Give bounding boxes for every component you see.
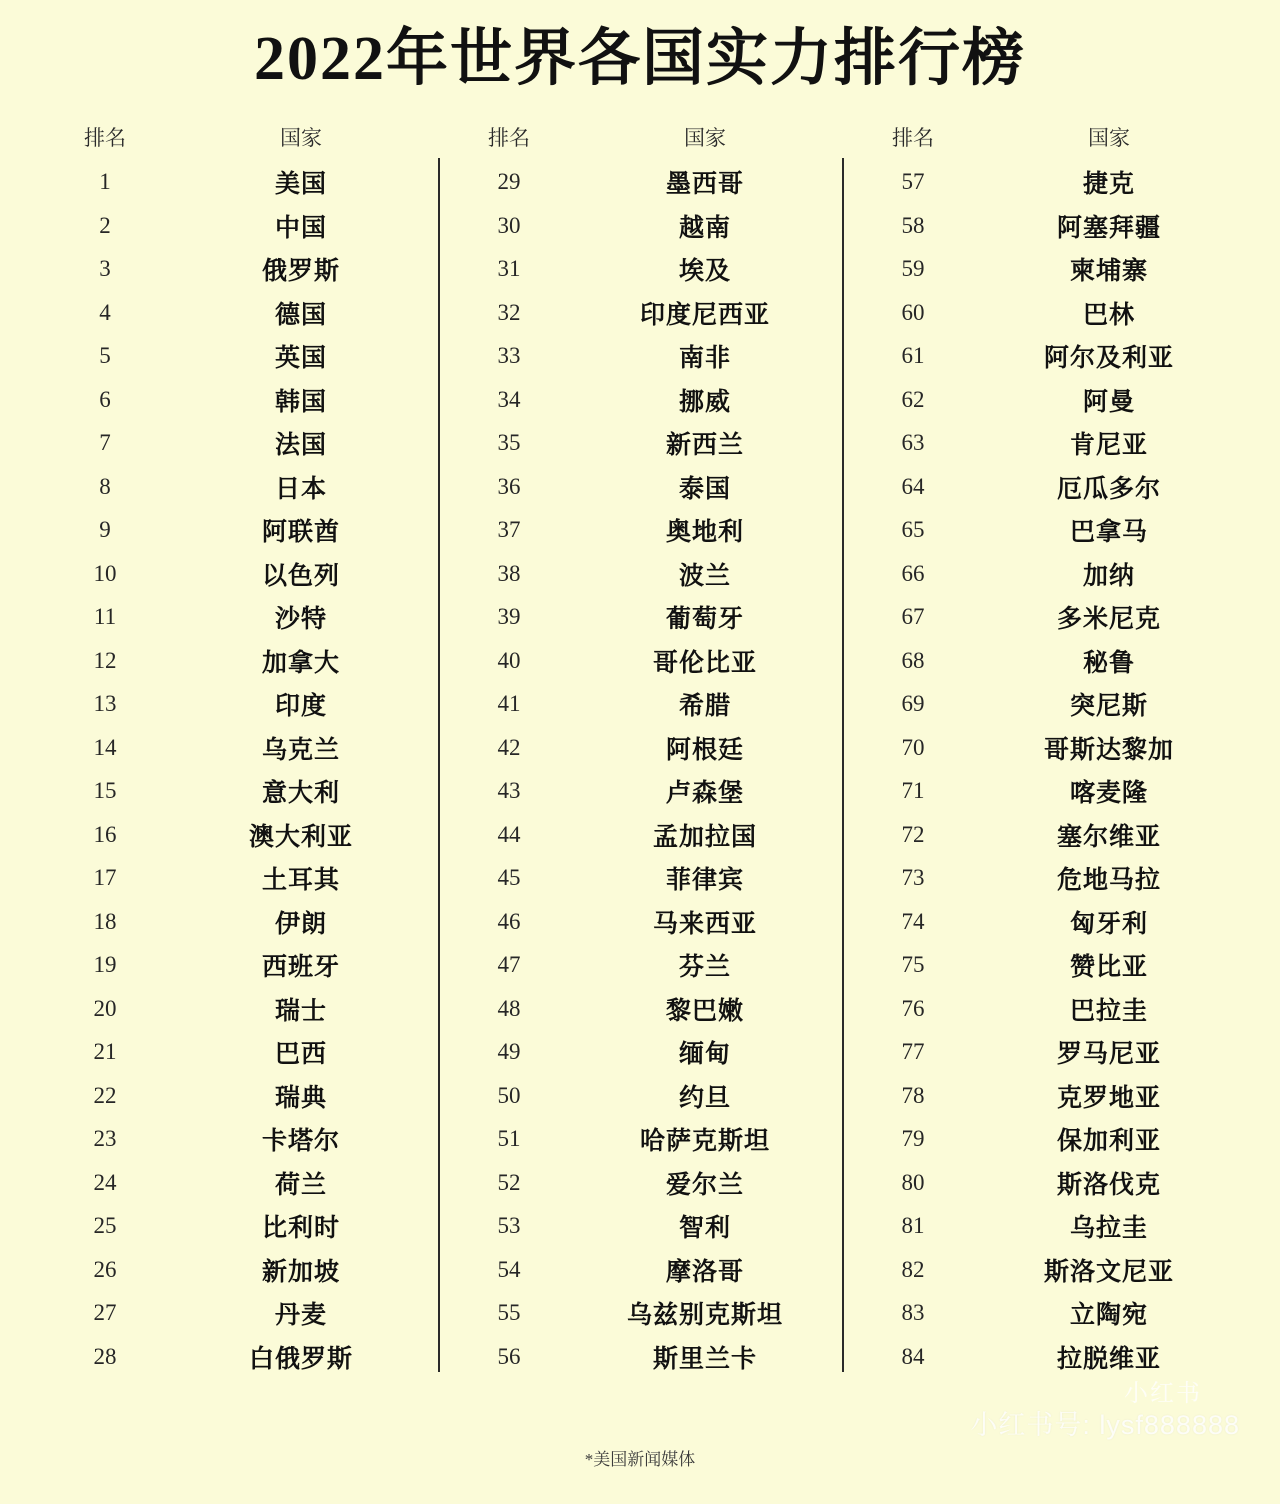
table-row <box>848 1117 1240 1161</box>
row-rank: 61 <box>901 343 925 369</box>
row-rank: 10 <box>93 560 117 586</box>
row-rank: 37 <box>497 517 521 543</box>
row-country: 越南 <box>678 214 731 242</box>
header-country: 国家 <box>1088 126 1130 151</box>
table-row <box>40 552 432 596</box>
column-rows-1 <box>40 160 432 1378</box>
row-country: 芬兰 <box>678 954 731 982</box>
row-rank: 68 <box>901 647 925 673</box>
row-rank: 69 <box>901 691 925 717</box>
table-row <box>444 769 836 813</box>
table-row <box>848 813 1240 857</box>
row-country: 沙特 <box>274 606 327 634</box>
table-row <box>40 1204 432 1248</box>
table-row <box>444 552 836 596</box>
row-rank: 46 <box>497 908 521 934</box>
row-rank: 55 <box>497 1300 521 1326</box>
row-country: 卢森堡 <box>665 780 744 808</box>
row-rank: 44 <box>497 821 521 847</box>
row-country: 斯洛文尼亚 <box>1043 1258 1174 1286</box>
table-row <box>848 247 1240 291</box>
row-country: 中国 <box>274 214 327 242</box>
row-country: 阿根廷 <box>665 736 744 764</box>
table-row <box>444 595 836 639</box>
row-country: 比利时 <box>261 1215 340 1243</box>
table-row <box>848 1161 1240 1205</box>
row-rank: 49 <box>497 1039 521 1065</box>
row-rank: 31 <box>497 256 521 282</box>
row-country: 肯尼亚 <box>1069 432 1148 460</box>
column-rows-2 <box>444 160 836 1378</box>
row-country: 菲律宾 <box>665 867 744 895</box>
table-row <box>40 856 432 900</box>
row-rank: 57 <box>901 169 925 195</box>
row-rank: 74 <box>901 908 925 934</box>
row-country: 斯洛伐克 <box>1056 1171 1161 1199</box>
table-row <box>848 856 1240 900</box>
row-rank: 6 <box>99 386 111 412</box>
row-rank: 1 <box>99 169 111 195</box>
row-country: 哈萨克斯坦 <box>639 1128 770 1156</box>
row-country: 法国 <box>274 432 327 460</box>
row-rank: 79 <box>901 1126 925 1152</box>
table-row <box>848 378 1240 422</box>
table-row <box>40 813 432 857</box>
header-country: 国家 <box>280 126 322 151</box>
row-rank: 84 <box>901 1343 925 1369</box>
table-row <box>848 769 1240 813</box>
row-rank: 53 <box>497 1213 521 1239</box>
row-country: 白俄罗斯 <box>248 1345 353 1373</box>
row-country: 英国 <box>274 345 327 373</box>
row-rank: 80 <box>901 1169 925 1195</box>
table-row <box>40 508 432 552</box>
table-row <box>40 378 432 422</box>
row-country: 摩洛哥 <box>665 1258 744 1286</box>
row-country: 喀麦隆 <box>1069 780 1148 808</box>
row-country: 土耳其 <box>261 867 340 895</box>
row-country: 阿尔及利亚 <box>1043 345 1174 373</box>
row-country: 塞尔维亚 <box>1056 823 1161 851</box>
table-row <box>444 1030 836 1074</box>
table-row <box>40 595 432 639</box>
row-country: 立陶宛 <box>1069 1302 1148 1330</box>
table-row <box>848 1291 1240 1335</box>
row-country: 乌克兰 <box>261 736 340 764</box>
page-title: 2022年世界各国实力排行榜 <box>253 25 1026 93</box>
table-row <box>40 1117 432 1161</box>
ranking-column-2 <box>438 122 842 1378</box>
row-country: 多米尼克 <box>1056 606 1161 634</box>
row-rank: 65 <box>901 517 925 543</box>
table-row <box>40 247 432 291</box>
table-row <box>444 421 836 465</box>
table-row <box>444 247 836 291</box>
table-row <box>848 334 1240 378</box>
table-row <box>444 682 836 726</box>
row-rank: 64 <box>901 473 925 499</box>
row-country: 瑞典 <box>274 1084 327 1112</box>
table-row <box>444 1117 836 1161</box>
table-row <box>40 1074 432 1118</box>
row-country: 危地马拉 <box>1056 867 1161 895</box>
row-country: 马来西亚 <box>652 910 757 938</box>
table-row <box>444 1335 836 1379</box>
table-row <box>848 1074 1240 1118</box>
ranking-column-1 <box>34 122 438 1378</box>
row-country: 克罗地亚 <box>1056 1084 1161 1112</box>
row-rank: 16 <box>93 821 117 847</box>
row-country: 斯里兰卡 <box>652 1345 757 1373</box>
xiaohongshu-id-watermark: 小红书号: lysf888888 <box>970 1410 1240 1440</box>
row-rank: 38 <box>497 560 521 586</box>
table-row <box>848 987 1240 1031</box>
table-row <box>40 160 432 204</box>
row-rank: 24 <box>93 1169 117 1195</box>
table-row <box>848 465 1240 509</box>
row-rank: 83 <box>901 1300 925 1326</box>
row-rank: 11 <box>93 604 117 630</box>
column-header <box>848 122 1240 152</box>
row-rank: 77 <box>901 1039 925 1065</box>
row-rank: 36 <box>497 473 521 499</box>
table-row <box>848 1248 1240 1292</box>
row-rank: 5 <box>99 343 111 369</box>
row-rank: 76 <box>901 995 925 1021</box>
row-country: 巴林 <box>1082 301 1135 329</box>
row-rank: 52 <box>497 1169 521 1195</box>
row-country: 葡萄牙 <box>665 606 744 634</box>
table-row <box>40 987 432 1031</box>
row-rank: 13 <box>93 691 117 717</box>
row-rank: 73 <box>901 865 925 891</box>
row-country: 西班牙 <box>261 954 340 982</box>
table-row <box>444 334 836 378</box>
row-country: 阿曼 <box>1082 388 1135 416</box>
table-row <box>40 421 432 465</box>
row-country: 匈牙利 <box>1069 910 1148 938</box>
row-country: 瑞士 <box>274 997 327 1025</box>
ranking-column-3 <box>842 122 1246 1378</box>
source-footnote: *美国新闻媒体 <box>584 1450 696 1469</box>
row-country: 以色列 <box>261 562 340 590</box>
row-rank: 15 <box>93 778 117 804</box>
row-rank: 78 <box>901 1082 925 1108</box>
table-row <box>444 465 836 509</box>
row-rank: 4 <box>99 299 111 325</box>
row-rank: 14 <box>93 734 117 760</box>
table-row <box>848 726 1240 770</box>
row-country: 智利 <box>678 1215 731 1243</box>
row-country: 乌兹别克斯坦 <box>626 1302 783 1330</box>
table-row <box>848 595 1240 639</box>
row-rank: 19 <box>93 952 117 978</box>
row-country: 巴拉圭 <box>1069 997 1148 1025</box>
row-country: 墨西哥 <box>665 171 744 199</box>
header-rank: 排名 <box>892 126 934 151</box>
row-rank: 54 <box>497 1256 521 1282</box>
row-country: 奥地利 <box>665 519 744 547</box>
table-row <box>40 1335 432 1379</box>
table-row <box>444 726 836 770</box>
row-rank: 67 <box>901 604 925 630</box>
table-row <box>40 682 432 726</box>
table-row <box>444 204 836 248</box>
table-row <box>444 378 836 422</box>
row-rank: 7 <box>99 430 111 456</box>
row-rank: 22 <box>93 1082 117 1108</box>
row-rank: 21 <box>93 1039 117 1065</box>
row-country: 印度尼西亚 <box>639 301 770 329</box>
table-row <box>848 682 1240 726</box>
table-row <box>848 160 1240 204</box>
table-row <box>40 769 432 813</box>
table-row <box>848 508 1240 552</box>
row-country: 乌拉圭 <box>1069 1215 1148 1243</box>
row-rank: 8 <box>99 473 111 499</box>
xiaohongshu-logo-watermark: 小红书 <box>1124 1380 1202 1407</box>
table-row <box>848 943 1240 987</box>
row-rank: 2 <box>99 212 111 238</box>
row-rank: 12 <box>93 647 117 673</box>
table-row <box>40 639 432 683</box>
row-rank: 33 <box>497 343 521 369</box>
table-row <box>444 856 836 900</box>
table-row <box>40 334 432 378</box>
table-row <box>848 639 1240 683</box>
row-rank: 51 <box>497 1126 521 1152</box>
table-row <box>848 1030 1240 1074</box>
row-rank: 50 <box>497 1082 521 1108</box>
table-row <box>444 639 836 683</box>
table-row <box>848 291 1240 335</box>
table-row <box>40 1161 432 1205</box>
table-row <box>848 204 1240 248</box>
row-rank: 66 <box>901 560 925 586</box>
row-rank: 59 <box>901 256 925 282</box>
row-rank: 48 <box>497 995 521 1021</box>
row-rank: 35 <box>497 430 521 456</box>
row-country: 波兰 <box>678 562 731 590</box>
row-rank: 58 <box>901 212 925 238</box>
row-rank: 41 <box>497 691 521 717</box>
row-rank: 28 <box>93 1343 117 1369</box>
row-country: 新加坡 <box>261 1258 340 1286</box>
table-row <box>40 1030 432 1074</box>
row-country: 日本 <box>274 475 327 503</box>
row-country: 澳大利亚 <box>248 823 353 851</box>
row-country: 突尼斯 <box>1069 693 1148 721</box>
row-rank: 30 <box>497 212 521 238</box>
table-row <box>444 1248 836 1292</box>
row-country: 巴西 <box>274 1041 327 1069</box>
row-rank: 39 <box>497 604 521 630</box>
header-country: 国家 <box>684 126 726 151</box>
row-rank: 42 <box>497 734 521 760</box>
row-country: 保加利亚 <box>1056 1128 1161 1156</box>
row-country: 拉脱维亚 <box>1056 1345 1161 1373</box>
row-rank: 62 <box>901 386 925 412</box>
row-country: 孟加拉国 <box>652 823 757 851</box>
row-rank: 25 <box>93 1213 117 1239</box>
row-country: 阿塞拜疆 <box>1056 214 1161 242</box>
row-country: 荷兰 <box>274 1171 327 1199</box>
row-rank: 60 <box>901 299 925 325</box>
table-row <box>444 508 836 552</box>
row-country: 捷克 <box>1082 171 1135 199</box>
row-country: 俄罗斯 <box>261 258 340 286</box>
row-rank: 3 <box>99 256 111 282</box>
row-country: 巴拿马 <box>1069 519 1148 547</box>
table-row <box>848 421 1240 465</box>
table-row <box>848 1335 1240 1379</box>
table-row <box>444 943 836 987</box>
row-country: 卡塔尔 <box>261 1128 340 1156</box>
row-rank: 47 <box>497 952 521 978</box>
row-country: 德国 <box>274 301 327 329</box>
row-rank: 20 <box>93 995 117 1021</box>
table-row <box>444 160 836 204</box>
column-header <box>40 122 432 152</box>
column-rows-3 <box>848 160 1240 1378</box>
table-row <box>444 900 836 944</box>
row-country: 希腊 <box>678 693 731 721</box>
row-country: 新西兰 <box>665 432 744 460</box>
row-country: 意大利 <box>261 780 340 808</box>
row-rank: 17 <box>93 865 117 891</box>
row-rank: 23 <box>93 1126 117 1152</box>
table-row <box>444 1161 836 1205</box>
table-row <box>444 1291 836 1335</box>
row-country: 柬埔寨 <box>1069 258 1148 286</box>
header-rank: 排名 <box>488 126 530 151</box>
table-row <box>40 726 432 770</box>
table-row <box>444 1074 836 1118</box>
table-row <box>40 291 432 335</box>
row-rank: 82 <box>901 1256 925 1282</box>
table-row <box>40 204 432 248</box>
table-row <box>40 1248 432 1292</box>
row-rank: 18 <box>93 908 117 934</box>
table-row <box>848 1204 1240 1248</box>
row-rank: 56 <box>497 1343 521 1369</box>
row-country: 韩国 <box>274 388 327 416</box>
row-rank: 63 <box>901 430 925 456</box>
row-country: 哥斯达黎加 <box>1043 736 1174 764</box>
table-row <box>40 1291 432 1335</box>
row-rank: 75 <box>901 952 925 978</box>
row-rank: 45 <box>497 865 521 891</box>
row-rank: 9 <box>99 517 111 543</box>
row-rank: 71 <box>901 778 925 804</box>
row-country: 黎巴嫩 <box>665 997 744 1025</box>
row-rank: 32 <box>497 299 521 325</box>
row-country: 约旦 <box>678 1084 731 1112</box>
row-country: 美国 <box>274 171 327 199</box>
row-rank: 29 <box>497 169 521 195</box>
table-row <box>40 900 432 944</box>
row-rank: 27 <box>93 1300 117 1326</box>
row-country: 伊朗 <box>274 910 327 938</box>
header-rank: 排名 <box>84 126 126 151</box>
table-row <box>444 813 836 857</box>
row-rank: 81 <box>901 1213 925 1239</box>
row-country: 南非 <box>678 345 731 373</box>
table-row <box>848 552 1240 596</box>
row-country: 厄瓜多尔 <box>1056 475 1161 503</box>
row-rank: 40 <box>497 647 521 673</box>
ranking-columns <box>0 122 1280 1378</box>
row-country: 秘鲁 <box>1082 649 1135 677</box>
row-country: 赞比亚 <box>1069 954 1148 982</box>
table-row <box>444 1204 836 1248</box>
column-header <box>444 122 836 152</box>
table-row <box>444 987 836 1031</box>
row-rank: 26 <box>93 1256 117 1282</box>
row-country: 印度 <box>274 693 327 721</box>
row-country: 罗马尼亚 <box>1056 1041 1161 1069</box>
row-rank: 72 <box>901 821 925 847</box>
row-country: 爱尔兰 <box>665 1171 744 1199</box>
row-country: 加纳 <box>1082 562 1135 590</box>
row-country: 丹麦 <box>274 1302 327 1330</box>
table-row <box>40 943 432 987</box>
row-country: 泰国 <box>678 475 731 503</box>
row-country: 挪威 <box>678 388 731 416</box>
row-country: 哥伦比亚 <box>652 649 757 677</box>
table-row <box>40 465 432 509</box>
row-country: 缅甸 <box>678 1041 731 1069</box>
row-country: 埃及 <box>678 258 731 286</box>
table-row <box>848 900 1240 944</box>
table-row <box>444 291 836 335</box>
row-rank: 70 <box>901 734 925 760</box>
row-rank: 34 <box>497 386 521 412</box>
row-country: 阿联酋 <box>261 519 340 547</box>
row-rank: 43 <box>497 778 521 804</box>
row-country: 加拿大 <box>261 649 340 677</box>
